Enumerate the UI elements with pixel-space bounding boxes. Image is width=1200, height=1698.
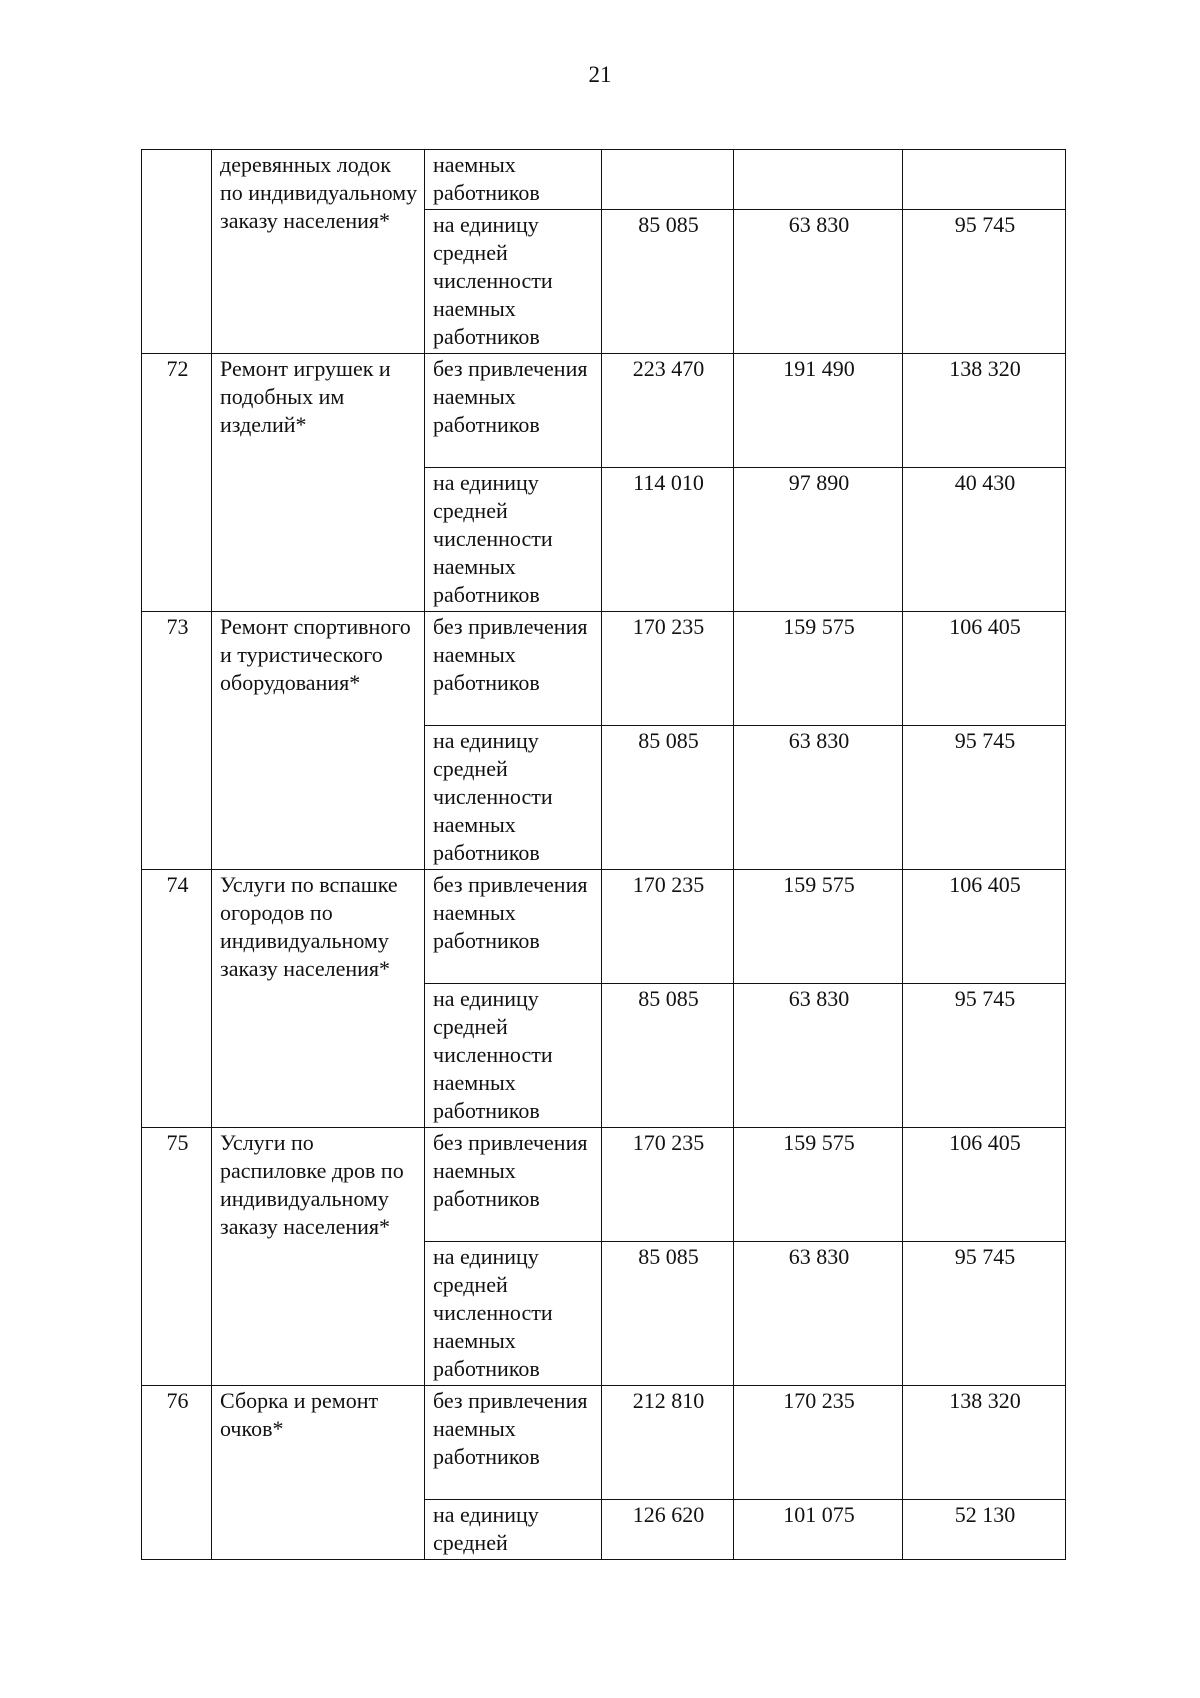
service-name: Услуги по вспашке огородов по индивидуальному заказу населения* — [212, 870, 425, 1128]
condition-label: без привлечения наемных работников — [425, 612, 602, 726]
page-number: 21 — [588, 62, 612, 87]
value-cell: 106 405 — [903, 870, 1066, 984]
value-cell — [903, 150, 1066, 210]
value-cell: 159 575 — [734, 870, 903, 984]
service-name: деревянных лодок по индивидуальному заказу населения* — [212, 150, 425, 354]
service-name: Ремонт спортивного и туристического оборудования* — [212, 612, 425, 870]
table-row — [142, 870, 1066, 984]
value-cell: 126 620 — [602, 1500, 734, 1560]
value-cell: 85 085 — [602, 984, 734, 1128]
value-cell: 170 235 — [734, 1386, 903, 1500]
value-cell: 63 830 — [734, 210, 903, 354]
row-number: 72 — [142, 354, 212, 612]
value-cell: 106 405 — [903, 612, 1066, 726]
value-cell: 170 235 — [602, 870, 734, 984]
value-cell: 52 130 — [903, 1500, 1066, 1560]
value-cell — [734, 150, 903, 210]
condition-label: на единицу средней численности наемных работников — [425, 726, 602, 870]
condition-label: без привлечения наемных работников — [425, 870, 602, 984]
table-row — [142, 354, 1066, 468]
value-cell: 212 810 — [602, 1386, 734, 1500]
value-cell: 95 745 — [903, 1242, 1066, 1386]
table-row — [142, 1128, 1066, 1242]
value-cell: 95 745 — [903, 210, 1066, 354]
condition-label: без привлечения наемных работников — [425, 1386, 602, 1500]
value-cell: 191 490 — [734, 354, 903, 468]
service-name: Ремонт игрушек и подобных им изделий* — [212, 354, 425, 612]
condition-label: на единицу средней — [425, 1500, 602, 1560]
value-cell: 63 830 — [734, 1242, 903, 1386]
value-cell: 170 235 — [602, 612, 734, 726]
value-cell: 114 010 — [602, 468, 734, 612]
value-cell: 95 745 — [903, 984, 1066, 1128]
value-cell: 63 830 — [734, 726, 903, 870]
table-row — [142, 1386, 1066, 1500]
value-cell: 40 430 — [903, 468, 1066, 612]
row-number: 74 — [142, 870, 212, 1128]
condition-label: на единицу средней численности наемных работников — [425, 210, 602, 354]
value-cell: 85 085 — [602, 1242, 734, 1386]
value-cell: 138 320 — [903, 354, 1066, 468]
row-number: 73 — [142, 612, 212, 870]
value-cell: 223 470 — [602, 354, 734, 468]
value-cell: 170 235 — [602, 1128, 734, 1242]
value-cell: 159 575 — [734, 612, 903, 726]
condition-label: без привлечения наемных работников — [425, 1128, 602, 1242]
value-cell: 95 745 — [903, 726, 1066, 870]
row-number: 76 — [142, 1386, 212, 1560]
table-row — [142, 150, 1066, 210]
tariff-table — [141, 149, 1066, 1560]
row-number: 75 — [142, 1128, 212, 1386]
service-name: Сборка и ремонт очков* — [212, 1386, 425, 1560]
table-row — [142, 612, 1066, 726]
value-cell: 106 405 — [903, 1128, 1066, 1242]
condition-label: без привлечения наемных работников — [425, 354, 602, 468]
service-name: Услуги по распиловке дров по индивидуальному заказу населения* — [212, 1128, 425, 1386]
value-cell: 138 320 — [903, 1386, 1066, 1500]
value-cell: 63 830 — [734, 984, 903, 1128]
value-cell: 101 075 — [734, 1500, 903, 1560]
condition-label: на единицу средней численности наемных работников — [425, 468, 602, 612]
value-cell: 85 085 — [602, 210, 734, 354]
condition-label: на единицу средней численности наемных работников — [425, 984, 602, 1128]
condition-label: наемных работников — [425, 150, 602, 210]
value-cell: 159 575 — [734, 1128, 903, 1242]
value-cell: 97 890 — [734, 468, 903, 612]
condition-label: на единицу средней численности наемных работников — [425, 1242, 602, 1386]
row-number — [142, 150, 212, 354]
value-cell — [602, 150, 734, 210]
value-cell: 85 085 — [602, 726, 734, 870]
